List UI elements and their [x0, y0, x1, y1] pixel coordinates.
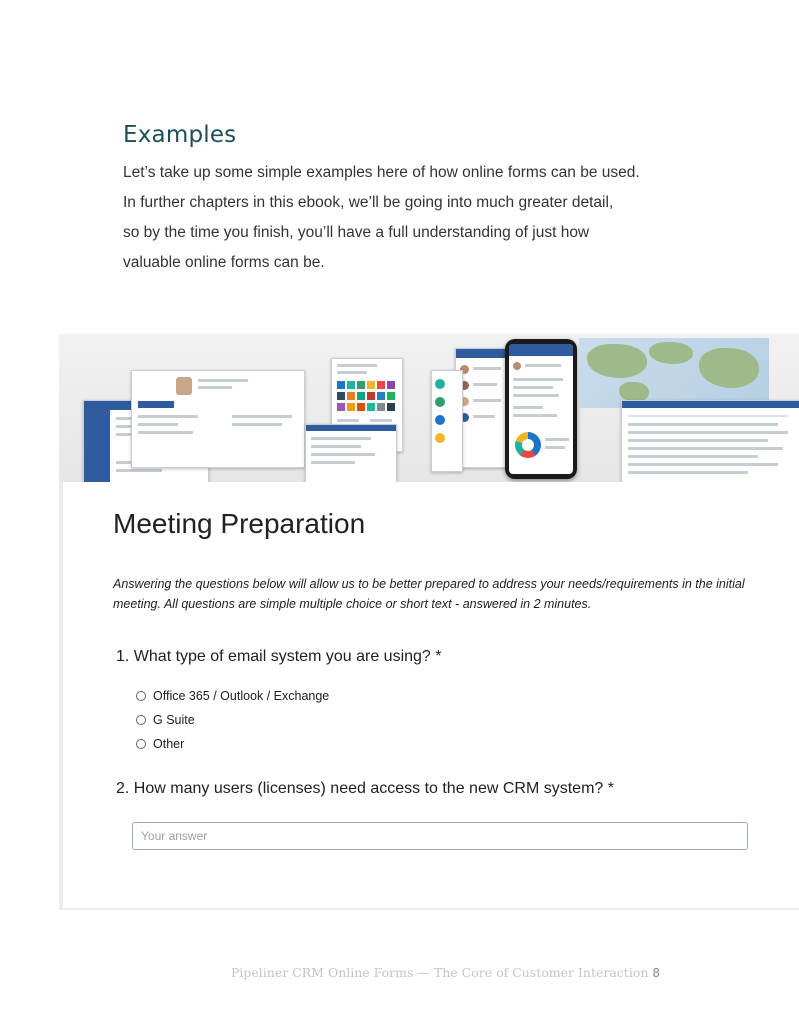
- radio-circle-icon[interactable]: [136, 691, 146, 701]
- page-footer: [231, 965, 660, 980]
- form-description: [113, 574, 753, 614]
- form-screenshot: [59, 334, 799, 910]
- intro-paragraph: [123, 158, 723, 278]
- radio-option-office365[interactable]: [136, 688, 329, 704]
- footer-text: Pipeliner CRM Online Forms — The Core of Customer Interaction: [231, 965, 649, 980]
- radio-option-label: Other: [153, 737, 185, 751]
- radio-circle-icon[interactable]: [136, 715, 146, 725]
- app-window-sidebar: [431, 370, 463, 472]
- answer-input[interactable]: [132, 822, 748, 850]
- question-email-system: 1. What type of email system you are using? *: [116, 648, 442, 665]
- google-form: [63, 482, 799, 908]
- crm-banner-image: [59, 334, 799, 482]
- page-number: 8: [652, 966, 661, 980]
- form-description-line: meeting. All questions are simple multiple choice or short text - answered in 2 minutes.: [113, 597, 592, 611]
- app-window-people: [455, 348, 509, 468]
- intro-line: so by the time you finish, you’ll have a full understanding of just how: [123, 224, 590, 241]
- radio-circle-icon[interactable]: [136, 739, 146, 749]
- radio-option-gsuite[interactable]: [136, 712, 195, 728]
- intro-line: valuable online forms can be.: [123, 254, 325, 271]
- intro-line: Let’s take up some simple examples here of how online forms can be used.: [123, 164, 640, 181]
- app-window-list: [305, 424, 397, 482]
- radio-option-label: Office 365 / Outlook / Exchange: [153, 689, 330, 703]
- radio-option-label: G Suite: [153, 713, 195, 727]
- map-image: [579, 338, 769, 408]
- form-title: Meeting Preparation: [113, 508, 366, 539]
- radio-option-other[interactable]: [136, 736, 184, 752]
- question-user-count: 2. How many users (licenses) need access to the new CRM system? *: [116, 780, 614, 797]
- app-window-contact: [131, 370, 305, 468]
- intro-line: In further chapters in this ebook, we’ll be going into much greater detail,: [123, 194, 614, 211]
- mobile-phone-mockup: [505, 339, 577, 479]
- app-window-table: [621, 400, 799, 482]
- section-heading: Examples: [123, 122, 237, 148]
- form-description-line: Answering the questions below will allow us to be better prepared to address your needs/requirements in the initial: [113, 577, 745, 591]
